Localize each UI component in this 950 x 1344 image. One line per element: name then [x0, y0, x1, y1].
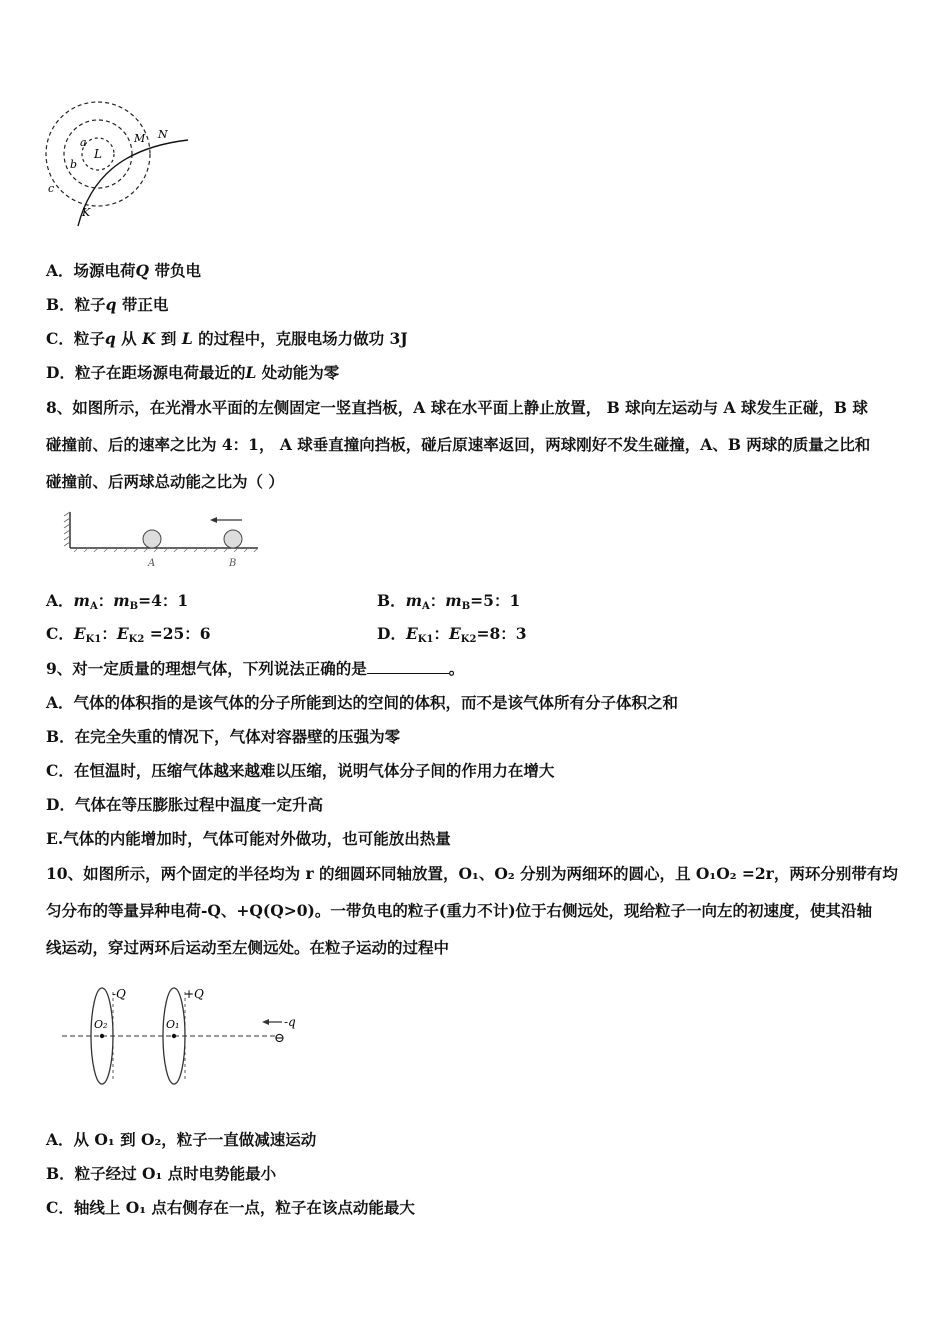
label-M: M — [134, 132, 146, 145]
q8-stem-line2: 碰撞前、后的速率之比为 4：1， A 球垂直撞向挡板，碰后原速率返回，两球刚好不发生碰撞，A、B 两球的质量之比和 — [46, 435, 871, 454]
q10-option-a: A．从 O₁ 到 O₂，粒子一直做减速运动 — [46, 1130, 317, 1149]
label-b: b — [70, 158, 78, 171]
collision-figure — [62, 508, 272, 573]
label-N: N — [158, 128, 168, 141]
field-lines-figure — [40, 100, 200, 230]
ball-a — [143, 530, 161, 548]
q9-stem: 9、对一定质量的理想气体，下列说法正确的是 。 — [46, 659, 465, 678]
label-ball-b: B — [229, 558, 237, 569]
q8-stem-line1: 8、如图所示，在光滑水平面的左侧固定一竖直挡板，A 球在水平面上静止放置， B 球向左运动与 A 球发生正碰，B 球 — [46, 398, 868, 417]
rings-figure — [58, 982, 318, 1092]
q10-option-b: B．粒子经过 O₁ 点时电势能最小 — [46, 1164, 277, 1183]
q8-stem-line3: 碰撞前、后两球总动能之比为（ ） — [46, 472, 284, 491]
q10-stem-line1: 10、如图所示，两个固定的半径均为 r 的细圆环同轴放置，O₁、O₂ 分别为两细环的圆心，且 O₁O₂ =2r，两环分别带有均 — [46, 864, 898, 883]
q9-option-c: C．在恒温时，压缩气体越来越难以压缩，说明气体分子间的作用力在增大 — [46, 761, 555, 780]
q10-stem-line3: 线运动，穿过两环后运动至左侧远处。在粒子运动的过程中 — [46, 938, 450, 957]
label-ball-a: A — [148, 558, 156, 569]
q8-option-d: D．$E_{K1}$：$E_{K2}=8$：3 — [377, 624, 527, 645]
q8-option-a: A．$m_A$：$m_B=4$：1 — [46, 591, 189, 612]
label-pos-q: +Q — [184, 987, 204, 1001]
particle-symbol: ⊖ — [274, 1031, 285, 1046]
label-L: L — [94, 147, 102, 161]
label-c: c — [48, 182, 55, 195]
q9-option-a: A．气体的体积指的是该气体的分子所能到达的空间的体积，而不是该气体所有分子体积之和 — [46, 693, 679, 712]
q7-option-a: A．场源电荷Q 带负电 — [46, 261, 201, 280]
q7-option-d: D．粒子在距场源电荷最近的L 处动能为零 — [46, 363, 340, 382]
q9-option-e: E.气体的内能增加时，气体可能对外做功，也可能放出热量 — [46, 829, 451, 848]
ball-b — [224, 530, 242, 548]
q8-option-b: B．$m_A$：$m_B=5$：1 — [377, 591, 521, 612]
q10-stem-line2: 匀分布的等量异种电荷-Q、+Q(Q>0)。一带负电的粒子(重力不计)位于右侧远处，现给粒子一向左的初速度，使其沿轴 — [46, 901, 873, 920]
label-K: K — [82, 206, 91, 219]
q7-option-c: C．粒子q 从 K 到 L 的过程中，克服电场力做功 3J — [46, 329, 408, 348]
q9-option-b: B．在完全失重的情况下，气体对容器壁的压强为零 — [46, 727, 401, 746]
label-neg-q: -Q — [112, 987, 126, 1001]
label-a: a — [80, 136, 87, 149]
label-particle-q: -q — [284, 1015, 296, 1029]
q9-option-d: D．气体在等压膨胀过程中温度一定升高 — [46, 795, 323, 814]
q10-option-c: C．轴线上 O₁ 点右侧存在一点，粒子在该点动能最大 — [46, 1198, 415, 1217]
q7-option-b: B．粒子q 带正电 — [46, 295, 169, 314]
label-o1: O₁ — [166, 1018, 180, 1031]
q8-option-c: C．$E_{K1}$：$E_{K2} =25$：6 — [46, 624, 211, 645]
label-o2: O₂ — [94, 1018, 108, 1031]
